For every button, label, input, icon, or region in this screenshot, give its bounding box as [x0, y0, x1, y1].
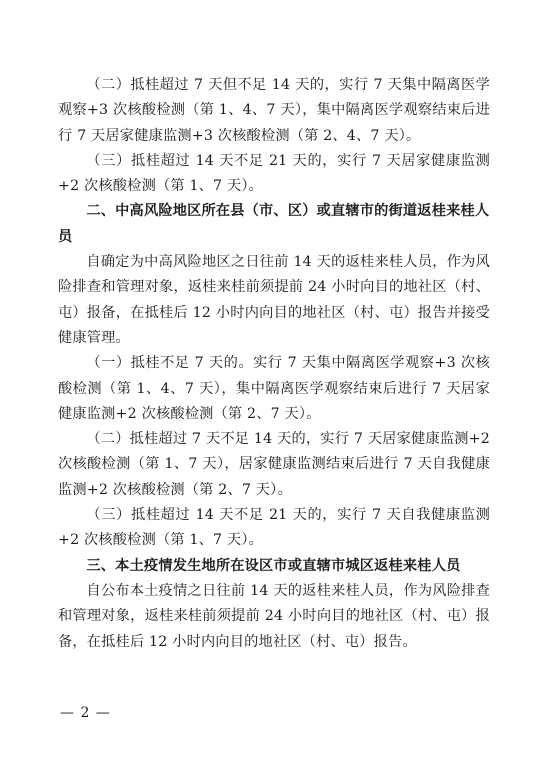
paragraph-2: （三）抵桂超过 14 天不足 21 天的，实行 7 天居家健康监测+2 次核酸检测（第 1、7 天）。	[58, 152, 490, 195]
paragraph-5: （二）抵桂超过 7 天不足 14 天的，实行 7 天居家健康监测+2 次核酸检测（第 1、7 天），居家健康监测结束后进行 7 天自我健康监测+2 次核酸检测（第 2、7 天）。	[58, 431, 490, 498]
section-heading-2: 二、中高风险地区所在县（市、区）或直辖市的街道返桂来桂人员	[58, 203, 490, 245]
page-number: — 2 —	[60, 705, 111, 721]
paragraph-4: （一）抵桂不足 7 天的。实行 7 天集中隔离医学观察+3 次核酸检测（第 1、4、7 天），集中隔离医学观察结束后进行 7 天居家健康监测+2 次核酸检测（第 2、7 天）。	[58, 355, 490, 422]
document-body	[58, 73, 490, 655]
paragraph-7: 自公布本土疫情之日往前 14 天的返桂来桂人员，作为风险排查和管理对象，返桂来桂前须提前 24 小时向目的地社区（村、屯）报备，在抵桂后 12 小时内向目的地社区（村、屯）报告。	[58, 582, 490, 650]
paragraph-6: （三）抵桂超过 14 天不足 21 天的，实行 7 天自我健康监测+2 次核酸检测（第 1、7 天）。	[58, 507, 490, 549]
paragraph-1: （二）抵桂超过 7 天但不足 14 天的，实行 7 天集中隔离医学观察+3 次核酸检测（第 1、4、7 天），集中隔离医学观察结束后进行 7 天居家健康监测+3 次核酸检测（第 2、4、7 天）。	[58, 77, 490, 144]
paragraph-3: 自确定为中高风险地区之日往前 14 天的返桂来桂人员，作为风险排查和管理对象，返桂来桂前须提前 24 小时向目的地社区（村、屯）报备，在抵桂后 12 小时内向目的地社区（村、屯）报告并接受健康管理。	[58, 254, 490, 346]
section-heading-3: 三、本土疫情发生地所在设区市或直辖市城区返桂来桂人员	[86, 557, 461, 574]
